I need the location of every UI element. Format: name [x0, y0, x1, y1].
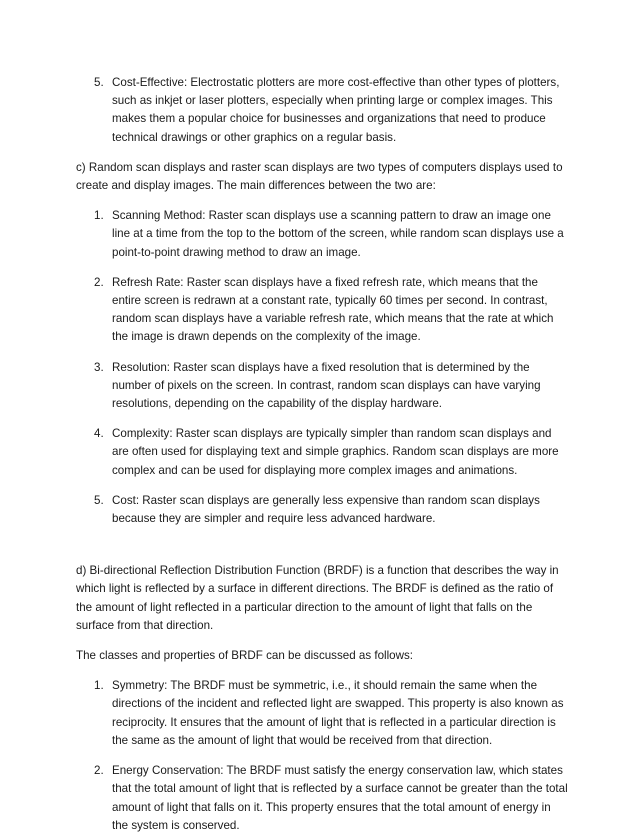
list-item-text: Cost-Effective: Electrostatic plotters are more cost-effective than other types of plotters, such as inkjet or laser plotters, especially when printing large or complex images. This makes them a popular choice for businesses and organizations that need to produce technical drawings or other graphics on a regular basis.: [112, 76, 560, 144]
section-d-classes-intro: The classes and properties of BRDF can be discussed as follows:: [76, 649, 414, 663]
list-item-scanning-method: [76, 207, 568, 262]
list-number: 2.: [94, 275, 104, 289]
list-item-cost-effective: [76, 74, 568, 147]
list-item-text: Refresh Rate: Raster scan displays have a fixed refresh rate, which means that the entire screen is redrawn at a constant rate, typically 60 times per second. In contrast, random scan displays have a variable refresh rate, which means that the rate at which the image is drawn depends on the complexity of the image.: [112, 275, 554, 344]
list-item-text: Symmetry: The BRDF must be symmetric, i.e., it should remain the same when the directions of the incident and reflected light are swapped. This property is also known as reciprocity. It ensures that the amount of light that is reflected in a particular direction is the same as the amount of light that would be received from that direction.: [112, 679, 564, 747]
list-item-symmetry: [76, 677, 568, 750]
list-item-resolution: [76, 359, 568, 414]
list-item-text: Scanning Method: Raster scan displays use a scanning pattern to draw an image one line at a time from the top to the bottom of the screen, while random scan displays use a point-to-point drawing method to draw an image.: [112, 209, 564, 259]
list-number: 5.: [94, 76, 104, 89]
list-item-complexity: [76, 425, 568, 480]
list-item-cost: [76, 492, 568, 528]
list-number: 1.: [94, 679, 104, 693]
section-spacer: [76, 540, 568, 562]
list-item-energy-conservation: [76, 762, 568, 835]
list-number: 4.: [94, 427, 104, 441]
list-number: 2.: [94, 764, 104, 778]
section-d-intro: d) Bi-directional Reflection Distribution Function (BRDF) is a function that describes the way in which light is reflected by a surface in different directions. The BRDF is defined as the ratio of the amount of light reflected in a particular direction to the amount of light that falls on the surface from that direction.: [76, 564, 559, 632]
list-number: 1.: [94, 209, 104, 223]
list-item-text: Energy Conservation: The BRDF must satisfy the energy conservation law, which states that the total amount of light that is reflected by a surface cannot be greater than the total amount of light that falls on it. This property ensures that the total amount of energy in the system is conserved.: [112, 764, 568, 832]
list-item-text: Complexity: Raster scan displays are typically simpler than random scan displays and are often used for displaying text and simple graphics. Random scan displays are more complex and can be used for displaying more complex images and animations.: [112, 427, 559, 477]
list-item-text: Cost: Raster scan displays are generally less expensive than random scan displays because they are simpler and require less advanced hardware.: [112, 493, 540, 526]
list-number: 3.: [94, 360, 104, 374]
list-item-text: Resolution: Raster scan displays have a fixed resolution that is determined by the number of pixels on the screen. In contrast, random scan displays can have varying resolutions, depending on the capability of the display hardware.: [112, 360, 541, 411]
section-c-intro: c) Random scan displays and raster scan displays are two types of computers displays used to create and display images. The main differences between the two are:: [76, 160, 563, 193]
list-number: 5.: [94, 493, 104, 507]
list-item-refresh-rate: [76, 274, 568, 347]
